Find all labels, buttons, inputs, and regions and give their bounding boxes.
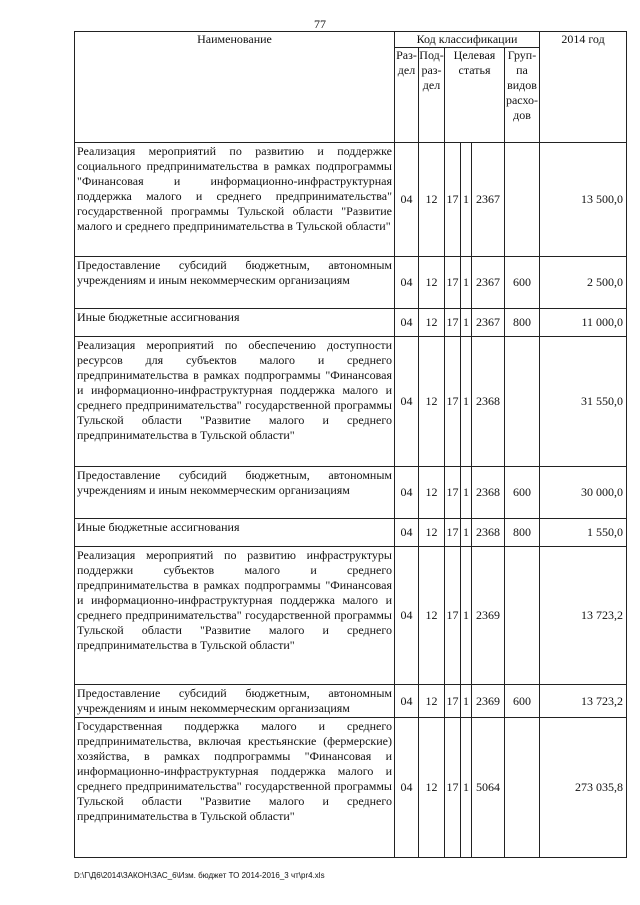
row-razdel: 04 [395,257,419,309]
row-podrazdel: 12 [419,257,445,309]
row-podrazdel: 12 [419,309,445,337]
row-target-part1: 17 [445,685,461,718]
row-amount: 30 000,0 [540,467,627,519]
row-target-part1: 17 [445,337,461,467]
row-target-part3: 2367 [472,309,505,337]
table-row [75,309,627,337]
row-name: Реализация мероприятий по развитию и поддержке социального предпринимательства в рамках подпрограммы "Финансовая и информационно-инфраструктурная поддержка малого и среднего предпринимательства" государственной программы Тульской области "Развитие малого и среднего предпринимательства в Тульской области" [75,143,395,257]
row-target-part2: 1 [461,337,472,467]
header-name: Наименование [75,32,395,143]
row-name: Государственная поддержка малого и среднего предпринимательства, включая крестьянские (фермерские) хозяйства, в рамках подпрограммы "Финансовая и информационно-инфраструктурная поддержка малого и среднего предпринимательства" государственной программы Тульской области "Развитие малого и среднего предпринимательства в Тульской области" [75,718,395,858]
row-expense-group: 600 [505,685,540,718]
table-row [75,547,627,685]
row-target-part1: 17 [445,257,461,309]
table-row [75,467,627,519]
row-name: Предоставление субсидий бюджетным, автономным учреждениям и иным некоммерческим организациям [75,257,395,309]
row-target-part1: 17 [445,309,461,337]
row-podrazdel: 12 [419,143,445,257]
row-target-part3: 2369 [472,547,505,685]
header-group: Груп- па видов расхо- дов [505,48,540,143]
row-amount: 13 723,2 [540,547,627,685]
row-target-part2: 1 [461,309,472,337]
row-expense-group [505,547,540,685]
row-target-part1: 17 [445,718,461,858]
file-path-footer: D:\Г\Д6\2014\ЗАКОН\ЗАС_6\Изм. бюджет ТО 2014-2016_3 чт\pr4.xls [74,871,325,880]
row-expense-group [505,337,540,467]
table-row [75,337,627,467]
table-row [75,519,627,547]
row-podrazdel: 12 [419,547,445,685]
row-name: Реализация мероприятий по развитию инфраструктуры поддержки субъектов малого и среднего предпринимательства в рамках подпрограммы "Финансовая и информационно-инфраструктурная поддержка малого и среднего предпринимательства" государственной программы Тульской области "Развитие малого и среднего предпринимательства в Тульской области" [75,547,395,685]
row-name: Предоставление субсидий бюджетным, автономным учреждениям и иным некоммерческим организациям [75,685,395,718]
row-amount: 1 550,0 [540,519,627,547]
row-podrazdel: 12 [419,685,445,718]
row-target-part1: 17 [445,547,461,685]
row-target-part3: 2368 [472,467,505,519]
row-podrazdel: 12 [419,718,445,858]
row-target-part3: 2367 [472,257,505,309]
header-year: 2014 год [540,32,627,143]
row-amount: 13 500,0 [540,143,627,257]
row-amount: 13 723,2 [540,685,627,718]
row-target-part2: 1 [461,547,472,685]
table-row [75,685,627,718]
row-razdel: 04 [395,685,419,718]
row-name: Реализация мероприятий по обеспечению доступности ресурсов для субъектов малого и среднего предпринимательства в рамках подпрограммы "Финансовая и информационно-инфраструктурная поддержка малого и среднего предпринимательства" государственной программы Тульской области "Развитие малого и среднего предпринимательства в Тульской области" [75,337,395,467]
table-row [75,257,627,309]
row-target-part1: 17 [445,519,461,547]
header-target: Целевая статья [445,48,505,143]
row-expense-group: 600 [505,467,540,519]
row-name: Иные бюджетные ассигнования [75,519,395,547]
row-target-part1: 17 [445,467,461,519]
page-number: 77 [314,17,326,31]
row-amount: 2 500,0 [540,257,627,309]
row-target-part2: 1 [461,257,472,309]
row-target-part3: 2368 [472,337,505,467]
row-razdel: 04 [395,143,419,257]
header-podrazdel: Под- раз- дел [419,48,445,143]
row-target-part3: 5064 [472,718,505,858]
row-podrazdel: 12 [419,337,445,467]
table-row [75,143,627,257]
row-target-part3: 2368 [472,519,505,547]
header-razdel: Раз- дел [395,48,419,143]
row-name: Предоставление субсидий бюджетным, автономным учреждениям и иным некоммерческим организациям [75,467,395,519]
row-amount: 273 035,8 [540,718,627,858]
row-expense-group [505,143,540,257]
row-target-part2: 1 [461,718,472,858]
row-target-part1: 17 [445,143,461,257]
row-razdel: 04 [395,519,419,547]
row-target-part3: 2369 [472,685,505,718]
row-razdel: 04 [395,337,419,467]
row-target-part2: 1 [461,467,472,519]
row-podrazdel: 12 [419,519,445,547]
row-expense-group: 800 [505,519,540,547]
row-razdel: 04 [395,309,419,337]
row-name: Иные бюджетные ассигнования [75,309,395,337]
row-target-part2: 1 [461,685,472,718]
header-code-group: Код классификации [395,32,540,48]
row-razdel: 04 [395,547,419,685]
row-target-part2: 1 [461,143,472,257]
table-row [75,718,627,858]
row-podrazdel: 12 [419,467,445,519]
row-target-part3: 2367 [472,143,505,257]
row-razdel: 04 [395,467,419,519]
row-expense-group [505,718,540,858]
row-expense-group: 800 [505,309,540,337]
budget-table [74,31,627,858]
row-razdel: 04 [395,718,419,858]
row-target-part2: 1 [461,519,472,547]
row-amount: 11 000,0 [540,309,627,337]
row-amount: 31 550,0 [540,337,627,467]
row-expense-group: 600 [505,257,540,309]
